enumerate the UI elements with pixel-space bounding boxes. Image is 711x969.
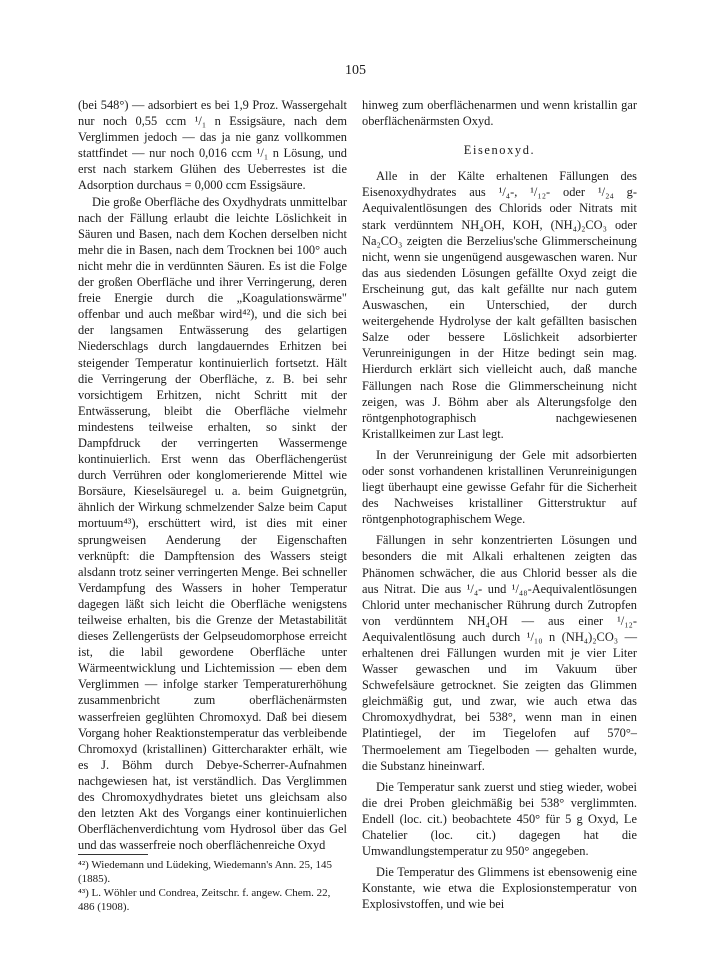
paragraph: Alle in der Kälte erhaltenen Fällungen des Eisenoxydhydrates aus ¹/₄-, ¹/₁₂- oder ¹/₂₄ g-Aequivalentlösungen des Chlorids oder Nitrats mit stark verdünntem NH₄OH, KOH, (NH₄)₂CO₃ oder Na₂CO₃ zeigten die Berzelius'sche Glimmerscheinung nicht, wenn sie ungenügend ausgewaschen waren. Nur das aus siedenden Lösungen gefällte Oxyd zeigt die Erscheinung gut, das kalt gefällte nur nach gutem Auswaschen, ein Unterschied, der durch weitergehende Hydrolyse der kalt gefällten basischen Salze oder bessere Löslichkeit adsorbierter Verunreinigungen in der Hitze bedingt sein mag. Hierdurch erklärt sich vielleicht auch, daß manche Fällungen nach Rose die Glimmerscheinung nicht zeigen, was J. Böhm aber als Alterungsfolge den röntgenphotographisch nachgewiesenen Kristallkeimen zur Last legt.: [362, 169, 637, 441]
section-heading: Eisenoxyd.: [463, 143, 536, 158]
paragraph: (bei 548°) — adsorbiert es bei 1,9 Proz. Wassergehalt nur noch 0,55 ccm ¹/₁ n Essigsäure, nach dem Verglimmen jedoch — das ja nie ganz vollkommen stattfindet — nur noch 0,016 ccm ¹/₁ n Lösung, und erst nach starkem Glühen des Ueberrestes ist die Adsorption durchaus = 0,000 ccm Essigsäure.: [78, 98, 347, 193]
paragraph: Fällungen in sehr konzentrierten Lösungen und besonders die mit Alkali erhaltenen zeigten das Phänomen schwächer, die aus Chlorid besser als die aus Nitrat. Die aus ¹/₄- und ¹/₄₈-Aequivalentlösungen Chlorid unter mechanischer Rührung durch Zutropfen von verdünntem NH₄OH — aus einer ¹/₁₂-Aequivalentlösung auch durch ¹/₁₀ n (NH₄)₂CO₃ — erhaltenen drei Fällungen wurden mit je vier Liter Wasser gewaschen und im Vakuum über Schwefelsäure getrocknet. Sie zeigten das Glimmen gleichmäßig gut, und zwar, wie auch etwa das Chromoxydhydrat, bei 538°, wenn man in einen Platintiegel, der im Tiegelofen auf 570°–Thermoelement am Tiegelboden — gehalten wurde, die Substanz hineinwarf.: [362, 533, 637, 773]
paragraph: Die große Oberfläche des Oxydhydrats unmittelbar nach der Fällung erlaubt die leichte Löslichkeit in Säuren und Basen, nach dem Kochen derselben nicht mehr die in Basen, nach dem Trocknen bei 100° auch nicht mehr die in verdünnten Säuren. Es ist die Folge der großen Oberfläche und ihrer Verringerung, deren freie Energie durch die „Koagulationswärme" offenbar und auch meßbar wird⁴²), und die sich bei der langsamen Entwässerung des gelartigen Niederschlags durch langdauerndes Erhitzen bei steigender Temperatur kontinuierlich fortsetzt. Hält die Verringerung der Oberfläche, z. B. bei sehr vorsichtigem Erhitzen, nicht Schritt mit der Entwässerung, bleibt die Oberfläche vielmehr mindestens teilweise erhalten, so sinkt der Dampfdruck der verringerten Wassermenge kontinuierlich. Erst wenn das Oberflächengerüst durch Verrühren oder konglomerierende Mittel wie Borsäure, Kieselsäuregel u. a. beim Guignetgrün, ähnlich der Wirkung schmelzender Salze beim Caput mortuum⁴³), erschüttert wird, ist dies mit einer sprungweisen Aenderung der Eigenschaften verknüpft: die Dampftension des Wassers steigt alsdann trotz seiner verringerten Menge. Bei schneller Verdampfung des Wassers in hoher Temperatur dagegen läßt sich leicht die Oberfläche wenigstens teilweise erhalten, bis die Grenze der Metastabilität dieses Zellengerüsts der Gelpseudomorphose erreicht ist, die labil gewordene Oberfläche unter Wärmeentwicklung und Lichtemission — eben dem Verglimmen — infolge starker Temperaturerhöhung zusammenbricht zum oberflächenärmsten wasserfreien geglühten Chromoxyd. Daß bei diesem Vorgang hoher Reaktionstemperatur das verbleibende Chromoxyd (kristallinen) Gittercharakter erhält, wie es J. Böhm durch Debye-Scherrer-Aufnahmen nachgewiesen hat, ist verständlich. Das Verglimmen des Chromoxydhydrates bietet uns gleichsam also den letzten Akt des Vorgangs einer kontinuierlichen Oberflächenverdichtung vom Hydrosol über das Gel und das wasserfreie noch oberflächenreiche Oxyd: [78, 194, 347, 853]
paragraph: In der Verunreinigung der Gele mit adsorbierten oder sonst vorhandenen kristallinen Verunreinigungen liegt überhaupt eine gewisse Gefahr für die Sicherheit des Nachweises kristalliner Gitterstruktur auf röntgenphotographischem Wege.: [362, 447, 637, 527]
left-column: [78, 97, 347, 853]
footnote: ⁴³) L. Wöhler und Condrea, Zeitschr. f. angew. Chem. 22, 486 (1908).: [78, 887, 331, 913]
footnote-divider: [78, 854, 148, 855]
footnote: ⁴²) Wiedemann und Lüdeking, Wiedemann's Ann. 25, 145 (1885).: [78, 859, 333, 885]
paragraph: Die Temperatur des Glimmens ist ebensowenig eine Konstante, wie etwa die Explosionstemperatur von Explosivstoffen, und wie bei: [362, 865, 637, 912]
right-column: [362, 97, 637, 913]
page-number: 105: [345, 63, 366, 78]
paragraph-continuation: hinweg zum oberflächenarmen und wenn kristallin gar oberflächenärmsten Oxyd.: [362, 98, 637, 129]
paragraph: Die Temperatur sank zuerst und stieg wieder, wobei die drei Proben gleichmäßig bei 538° verglimmten. Endell (loc. cit.) beobachtete 450° für 5 g Oxyd, Le Chatelier (loc. cit.) dagegen hat die Umwandlungstemperatur zu 950° angegeben.: [362, 779, 637, 859]
